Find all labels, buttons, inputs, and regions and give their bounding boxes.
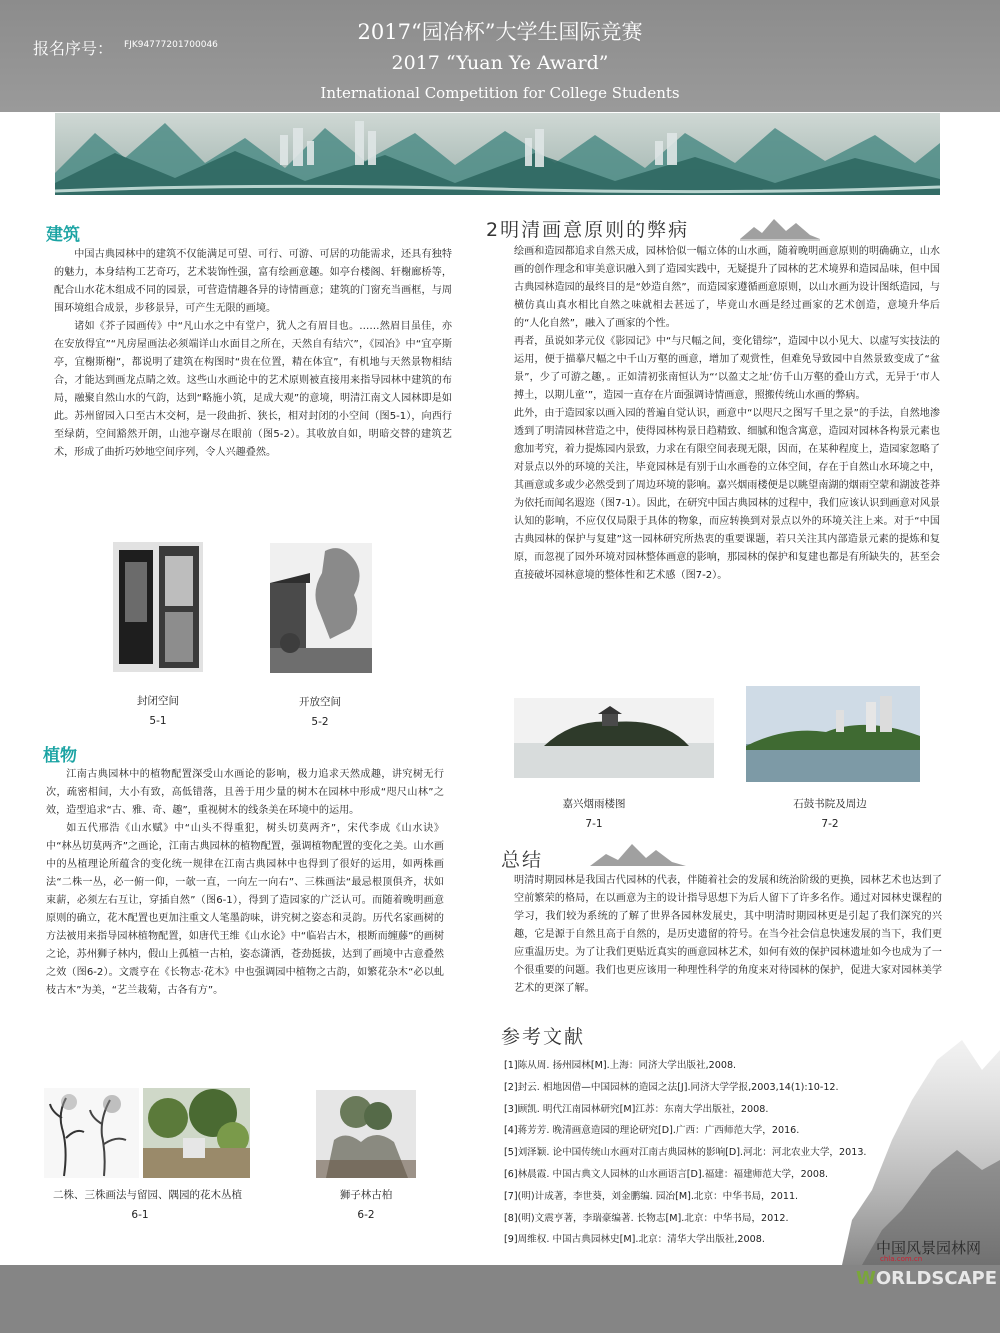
figure-number-5-2: 5-2: [311, 716, 329, 728]
registration-number: FJK94777201700046: [124, 40, 218, 50]
ink-mountain-ornament: [740, 213, 820, 241]
landscape-banner: [55, 113, 940, 195]
footer-bar: [0, 1265, 1000, 1333]
photo-lion-grove-cypress: [316, 1090, 416, 1178]
plants-text: [46, 766, 444, 1000]
figure-number-7-2: 7-2: [821, 818, 839, 830]
architecture-text: [54, 246, 452, 462]
title-en: 2017 “Yuan Ye Award”: [391, 52, 609, 74]
logo-rest: ORLDSCAPE: [875, 1268, 998, 1289]
architecture-paragraph-2: 诸如《芥子园画传》中“凡山水之中有堂户，犹人之有眉目也。……然眉目虽佳，亦在安放得宜”“凡房屋画法必须端详山水面目之所在，天然自有结穴”，《园冶》中“宜亭斯亭，宜榭斯榭”，都说明了建筑在构图时“贵在位置，精在体宜”，有机地与天然景物相结合，才能达到画龙点睛之效。这些山水画论中的艺术原则被直接用来指导园林中建筑的布局，融聚自然山水的气韵，达到“略施小筑，足成大观”的意境，明清江南文人园林即是如此。苏州留园入口至古木交柯，是一段曲折、狭长，相对封闭的小空间（图5-1），向西行至绿荫，空间豁然开朗，山池亭谢尽在眼前（图5-2）。其收放自如，明暗交替的建筑艺术，形成了曲折巧妙地空间序列，令人兴趣叠然。: [54, 321, 452, 458]
flaws-paragraph-2: 再者，虽说如茅元仪《影园记》中“与尺幅之间，变化错综”，造园中以小见大、以虚写实技法的运用，便于描摹尺幅之中千山万壑的画意，增加了观赏性，但难免导致园中自然景致变成了“盆景”，少了可游之趣，。正如清初张南恒认为“‘以盈丈之址’仿千山万壑的叠山方式，无异于‘市人搏土，以期儿童’”，造园一直存在片面强调诗情画意，照搬传统山水画的弊病。: [514, 336, 940, 401]
photo-open-space: [270, 543, 372, 673]
photo-closed-space: [113, 542, 203, 672]
header-bar: [0, 0, 1000, 112]
caption-6-2: 狮子林古柏: [339, 1189, 393, 1201]
flaws-paragraph-1: 绘画和造园都追求自然天成，园林恰似一幅立体的山水画，随着晚明画意原则的明确确立，山水画的创作理念和审美意识融入到了造园实践中，无疑提升了园林的艺术境界和造园品味，但中国古典园林造园的最终目的是“妙造自然”，而造园家遵循画意原则，以山水画为设计图纸造园，与横仿真山真水相比自然之味就相去甚远了，毕竟山水画是经过画家的艺术创造，意境升华后的“人化自然”，融入了画家的个性。: [514, 246, 940, 329]
reference-item: [7](明)计成著，李世葵，刘金鹏编. 园冶[M].北京：中华书局，2011.: [504, 1190, 799, 1202]
reference-item: [2]封云. 相地因借—中国园林的造园之法[J].同济大学学报,2003,14(1):10-12.: [504, 1081, 839, 1093]
title-cn: 2017“园冶杯”大学生国际竞赛: [357, 20, 643, 44]
reference-item: [3]顾凯. 明代江南园林研究[M]江苏：东南大学出版社，2008.: [504, 1103, 769, 1115]
section-title-flaws: 2明清画意原则的弊病: [486, 219, 690, 241]
photo-tree-sketch: [44, 1088, 139, 1178]
summary-text: [514, 872, 942, 998]
worldscape-logo: [856, 1268, 997, 1289]
section-title-references: 参考文献: [501, 1026, 586, 1048]
figure-number-6-2: 6-2: [357, 1209, 375, 1221]
section-title-summary: 总结: [501, 849, 544, 871]
architecture-paragraph-1: 中国古典园林中的建筑不仅能满足可望、可行、可游、可居的功能需求，还具有独特的魅力，本身结构工艺奇巧，艺术装饰性强，富有绘画意趣。如亭台楼阁、轩榭廊桥等，配合山水花木组成不同的园景，可营造情趣各异的诗情画意；建筑的门窗充当画框，与周围环境组合成景，步移景异，可产生无限的画境。: [54, 249, 452, 314]
flaws-text: [514, 243, 940, 585]
reference-item: [5]刘泽颖. 论中国传统山水画对江南古典园林的影响[D].河北：河北农业大学，2013.: [504, 1147, 867, 1159]
plants-paragraph-2: 如五代邢浩《山水赋》中“山头不得重犯，树头切莫两齐”，宋代李成《山水诀》中“林丛切莫两齐”之画论，江南古典园林的植物配置，强调植物配置的变化之美。山水画中的丛植理论所蕴含的变化统一规律在江南古典园林中也得到了很好的运用，如两株画法“二株一丛，必一俯一仰，一欹一直，一向左一向右”、三株画法“最忌根顶俱齐，状如束薪，必须左右互让，穿插自然”（图6-1），得到了造园家的广泛认可。而随着晚明画意原则的确立，花木配置也更加注重文人笔墨韵味，讲究树之姿态和灵韵。历代名家画树的方法被用来指导园林植物配置，如唐代王维《山水论》中“临岩古木，根断而缠藤”的画树之论，苏州狮子林内，假山上孤植一古柏，姿态潇洒，苍劲挺拔，达到了画境中古意叠然之效（图6-2）。文震亨在《长物志·花木》中也强调园中植物之古韵，如繁花杂木“必以虬枝古木”为美，“艺兰栽菊，古各有方”。: [46, 823, 444, 996]
figure-number-5-1: 5-1: [149, 715, 167, 727]
reference-item: [1]陈从周. 扬州园林[M].上海：同济大学出版社,2008.: [504, 1060, 737, 1071]
reference-item: [8](明)文震亨著，李瑞豪编著. 长物志[M].北京：中华书局，2012.: [504, 1212, 789, 1224]
caption-7-1: 嘉兴烟雨楼图: [562, 798, 626, 810]
section-title-plants: 植物: [43, 746, 77, 766]
photo-yanyu-tower: [514, 698, 714, 778]
logo-cn: 中国风景园林网: [876, 1239, 982, 1257]
figure-number-6-1: 6-1: [131, 1209, 149, 1221]
section-title-architecture: 建筑: [46, 225, 80, 245]
photo-shigu-academy: [746, 686, 920, 782]
reference-item: [6]林晨霞. 中国古典文人园林的山水画语言[D].福建：福建师范大学，2008.: [504, 1168, 829, 1180]
summary-paragraph: 明清时期园林是我国古代园林的代表，伴随着社会的发展和统治阶级的更换，园林艺术也达到了空前繁荣的格局，在以画意为主的设计指导思想下为后人留下了许多名作。通过对园林史课程的学习，我们较为系统的了解了世界各园林发展史，其中明清时期园林更是引起了我们深究的兴趣，它是源于自然且高于自然的，是历史遗留的符号。在当今社会信息快速发展的当下，我们更应重温历史。为了让我们更贴近真实的画意园林艺术，如何有效的保护园林遗址如今也成为了一个很重要的问题。我们也更应该用一种理性科学的角度来对待园林的保护，促进大家对园林美学艺术的更深了解。: [514, 875, 942, 994]
caption-6-1: 二株、三株画法与留园、隅园的花木丛植: [53, 1189, 242, 1201]
logo-w-letter: W: [856, 1268, 876, 1289]
ink-mountain-ornament: [590, 838, 686, 868]
registration-label: 报名序号：: [33, 39, 114, 58]
figure-number-7-1: 7-1: [585, 818, 603, 830]
caption-7-2: 石鼓书院及周边: [793, 798, 867, 810]
photo-garden-planting: [143, 1088, 250, 1178]
caption-5-1: 封闭空间: [137, 695, 179, 707]
plants-paragraph-1: 江南古典园林中的植物配置深受山水画论的影响，极力追求天然成趣，讲究树无行次，疏密相间，大小有致，高低错落，且善于用少量的树木在园林中形成“咫尺山林”之效，造型追求“古、雅、奇、趣”，重视树木的线条美在环境中的运用。: [46, 769, 444, 816]
flaws-paragraph-3: 此外，由于造园家以画入园的普遍自觉认识，画意中“以咫尺之图写千里之景”的手法，自然地渗透到了明清园林营造之中，使得园林构景日趋精致、细腻和饱含寓意，造园对园林各构景元素也愈加考究，着力提炼园内景致，力求在有限空间表现无限，因而，在某种程度上，造园家忽略了对景点以外的环境的关注，毕竟园林是有别于山水画卷的立体空间，存在于自然山水环境之中，其画意或多或少必然受到了周边环境的影响。嘉兴烟雨楼便是以眺望南湖的烟雨空蒙和湖波苍莽为依托而闻名遐迩（图7-1）。因此，在研究中国古典园林的过程中，我们应该认识到画意对风景认知的影响，不应仅仅局限于具体的物象，而应转换到对景点以外的环境关注上来。对于“中国古典园林的保护与复建”这一园林研究所热衷的重要课题，若只关注其内部造景元素的提炼和复原，而忽视了园外环境对园林整体画意的影响，那园林的保护和复建也都是有所缺失的，甚至会直接破坏园林意境的整体性和艺术感（图7-2）。: [514, 408, 940, 581]
logo-url: chla.com.cn: [880, 1255, 923, 1263]
caption-5-2: 开放空间: [299, 696, 341, 708]
reference-item: [4]蒋芳芳. 晚清画意造园的理论研究[D].广西：广西师范大学，2016.: [504, 1125, 800, 1137]
ink-mountain-decoration: [842, 1020, 1000, 1265]
subtitle-en: International Competition for College Students: [320, 84, 680, 102]
reference-item: [9]周维权. 中国古典园林史[M].北京：清华大学出版社,2008.: [504, 1234, 765, 1246]
